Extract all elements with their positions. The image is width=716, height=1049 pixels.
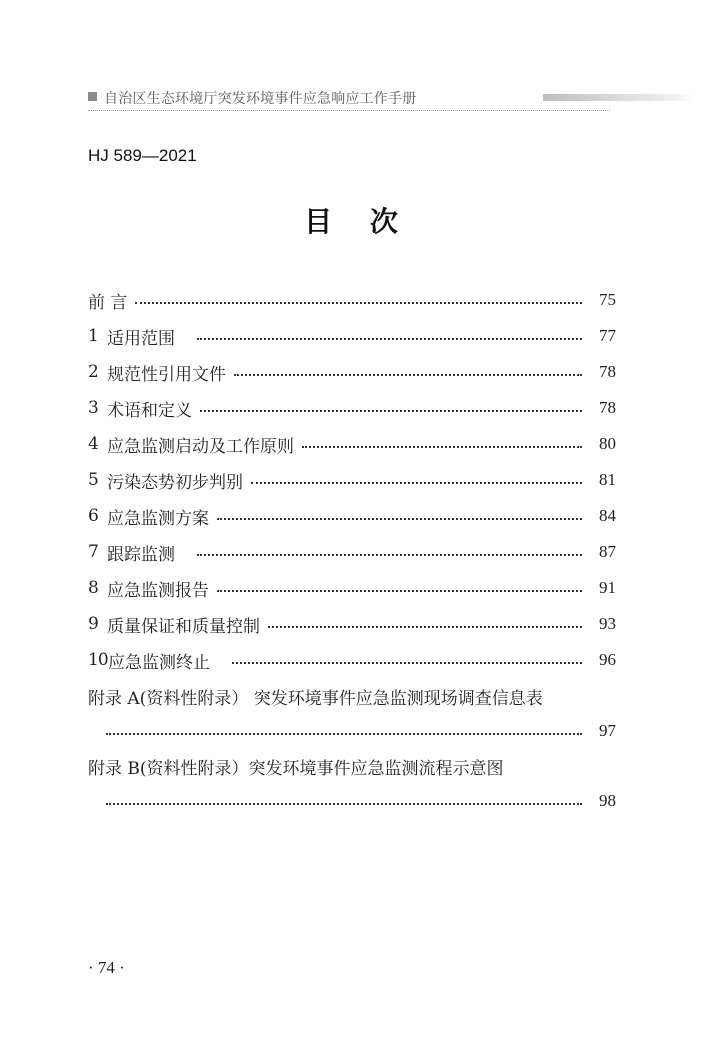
running-header	[88, 88, 610, 111]
toc-entry-page: 87	[599, 542, 616, 561]
toc-entry-number: 1	[88, 326, 99, 346]
toc-leader-dots	[232, 662, 582, 664]
toc-entry-page: 97	[599, 721, 616, 740]
toc-entry-3[interactable]	[88, 390, 616, 426]
table-of-contents	[88, 282, 616, 818]
toc-entry-2[interactable]	[88, 354, 616, 390]
toc-entry-page: 93	[599, 614, 616, 633]
toc-appendix-leader	[88, 714, 616, 748]
toc-leader-dots	[106, 733, 582, 735]
header-square-icon	[88, 92, 97, 101]
toc-entry-number: 10	[88, 650, 108, 670]
toc-entry-preface[interactable]	[88, 282, 616, 318]
toc-leader-dots	[197, 338, 582, 340]
toc-entry-number: 2	[88, 362, 99, 382]
toc-appendix-label: 附录 A(资料性附录） 突发环境事件应急监测现场调查信息表	[88, 688, 543, 709]
toc-entry-page: 81	[599, 470, 616, 489]
toc-entry-number: 7	[88, 542, 99, 562]
toc-entry-number: 3	[88, 398, 99, 418]
toc-leader-dots	[217, 590, 582, 592]
toc-entry-page: 91	[599, 578, 616, 597]
toc-entry-page: 80	[599, 434, 616, 453]
toc-entry-label: 前 言	[88, 292, 128, 313]
toc-leader-dots	[268, 626, 582, 628]
standard-code: HJ 589—2021	[88, 146, 197, 165]
toc-title: 目 次	[304, 205, 412, 238]
toc-entry-number: 9	[88, 614, 99, 634]
toc-entry-1[interactable]	[88, 318, 616, 354]
toc-entry-label: 规范性引用文件	[107, 364, 226, 385]
toc-entry-4[interactable]	[88, 426, 616, 462]
toc-entry-number: 5	[88, 470, 99, 490]
toc-appendix-b[interactable]	[88, 748, 616, 818]
toc-leader-dots	[197, 554, 582, 556]
toc-leader-dots	[234, 374, 582, 376]
toc-leader-dots	[135, 302, 582, 304]
toc-entry-number: 6	[88, 506, 99, 526]
header-gradient-bar	[543, 94, 693, 101]
toc-entry-label: 应急监测启动及工作原则	[107, 436, 294, 457]
toc-leader-dots	[200, 410, 582, 412]
page-number: · 74 ·	[88, 958, 125, 977]
toc-entry-page: 84	[599, 506, 616, 525]
toc-entry-label: 适用范围	[107, 328, 175, 349]
toc-appendix-label: 附录 B(资料性附录）突发环境事件应急监测流程示意图	[88, 758, 504, 779]
toc-entry-label: 跟踪监测	[107, 544, 175, 565]
toc-leader-dots	[251, 482, 582, 484]
toc-entry-label: 质量保证和质量控制	[107, 616, 260, 637]
toc-entry-label: 污染态势初步判别	[107, 472, 243, 493]
toc-entry-5[interactable]	[88, 462, 616, 498]
header-title: 自治区生态环境厅突发环境事件应急响应工作手册	[104, 91, 417, 107]
toc-entry-page: 75	[599, 290, 616, 309]
toc-appendix-a[interactable]	[88, 678, 616, 748]
toc-leader-dots	[302, 446, 582, 448]
toc-entry-page: 98	[599, 791, 616, 810]
toc-entry-9[interactable]	[88, 606, 616, 642]
toc-entry-label: 应急监测方案	[107, 508, 209, 529]
toc-entry-10[interactable]	[88, 642, 616, 678]
toc-entry-8[interactable]	[88, 570, 616, 606]
toc-entry-page: 78	[599, 398, 616, 417]
toc-entry-label: 应急监测报告	[107, 580, 209, 601]
toc-entry-label: 术语和定义	[107, 400, 192, 421]
toc-leader-dots	[217, 518, 582, 520]
toc-entry-6[interactable]	[88, 498, 616, 534]
toc-leader-dots	[106, 803, 582, 805]
toc-entry-label: 应急监测终止	[108, 652, 210, 673]
toc-entry-page: 77	[599, 326, 616, 345]
toc-appendix-leader	[88, 784, 616, 818]
toc-entry-number: 8	[88, 578, 99, 598]
toc-entry-number: 4	[88, 434, 99, 454]
toc-entry-page: 96	[599, 650, 616, 669]
toc-entry-page: 78	[599, 362, 616, 381]
toc-entry-7[interactable]	[88, 534, 616, 570]
